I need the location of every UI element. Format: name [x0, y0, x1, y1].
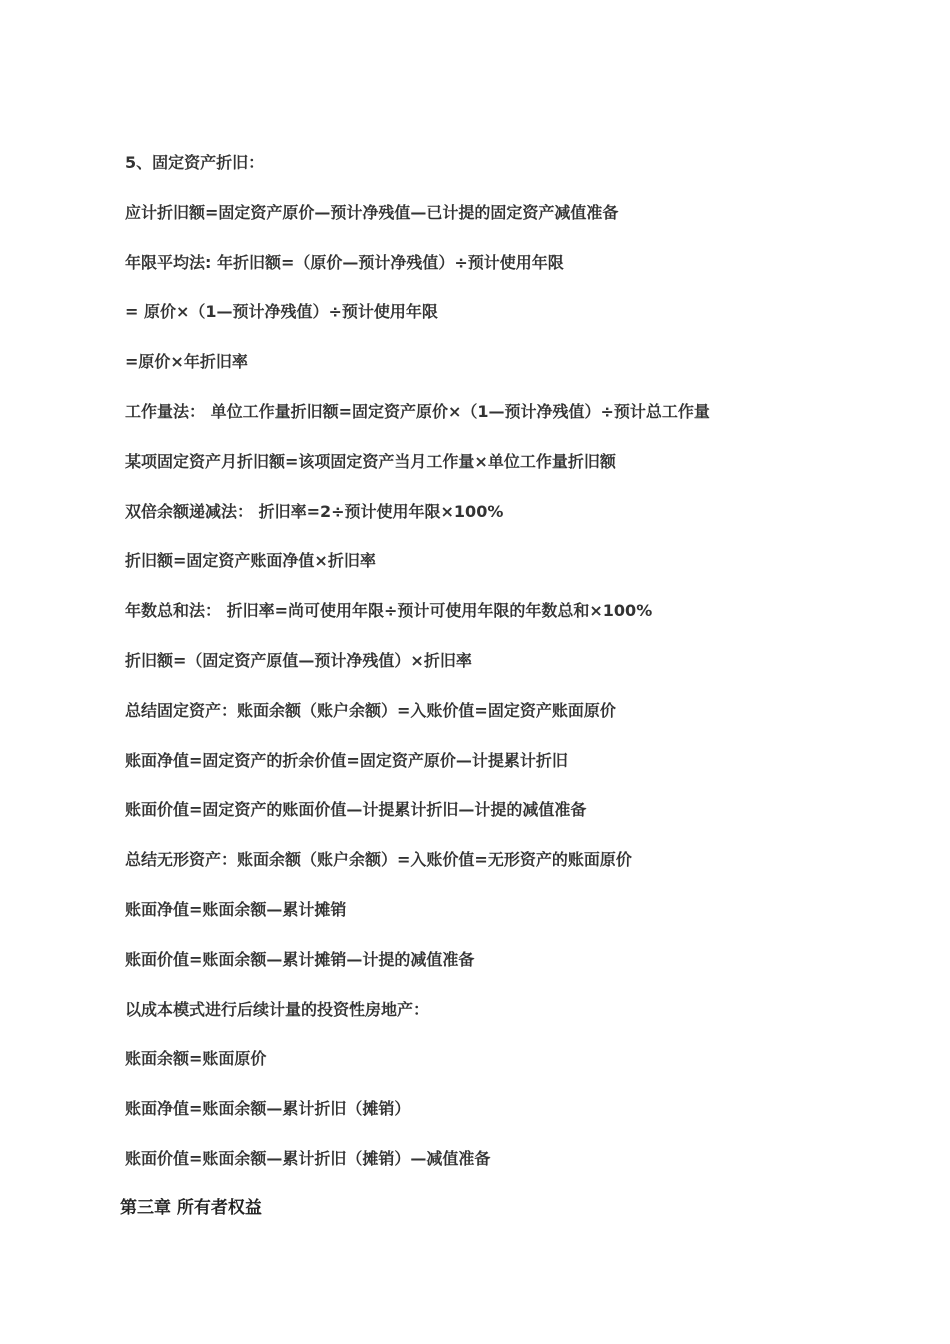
text-line: 账面价值=账面余额—累计摊销—计提的减值准备	[125, 949, 475, 969]
text-line: 总结固定资产：账面余额（账户余额）=入账价值=固定资产账面原价	[125, 700, 616, 720]
text-line: 折旧额=固定资产账面净值×折旧率	[125, 551, 376, 571]
text-line: = 原价×（1—预计净残值）÷预计使用年限	[125, 302, 438, 322]
text-line: 账面价值=固定资产的账面价值—计提累计折旧—计提的减值准备	[125, 800, 587, 820]
text-line: 账面余额=账面原价	[125, 1049, 267, 1069]
text-line: 某项固定资产月折旧额=该项固定资产当月工作量×单位工作量折旧额	[125, 451, 616, 471]
text-line: =原价×年折旧率	[125, 352, 248, 372]
text-line: 账面净值=账面余额—累计摊销	[125, 899, 347, 919]
text-line: 双倍余额递减法： 折旧率=2÷预计使用年限×100%	[125, 501, 504, 521]
text-line: 以成本模式进行后续计量的投资性房地产：	[125, 999, 430, 1019]
chapter-title: 第三章 所有者权益	[120, 1198, 262, 1218]
text-line: 账面价值=账面余额—累计折旧（摊销）—减值准备	[125, 1148, 491, 1168]
text-line: 账面净值=账面余额—累计折旧（摊销）	[125, 1099, 411, 1119]
text-line: 年数总和法： 折旧率=尚可使用年限÷预计可使用年限的年数总和×100%	[125, 601, 653, 621]
section-heading-depreciation: 5、固定资产折旧：	[125, 153, 265, 172]
text-line: 工作量法： 单位工作量折旧额=固定资产原价×（1—预计净残值）÷预计总工作量	[125, 401, 710, 421]
text-line: 应计折旧额=固定资产原价—预计净残值—已计提的固定资产减值准备	[125, 202, 619, 222]
formula-list	[125, 150, 905, 1196]
text-line: 账面净值=固定资产的折余价值=固定资产原价—计提累计折旧	[125, 750, 568, 770]
text-line: 年限平均法: 年折旧额=（原价—预计净残值）÷预计使用年限	[125, 252, 564, 272]
text-line: 总结无形资产：账面余额（账户余额）=入账价值=无形资产的账面原价	[125, 850, 632, 870]
text-line: 折旧额=（固定资产原值—预计净残值）×折旧率	[125, 650, 472, 670]
